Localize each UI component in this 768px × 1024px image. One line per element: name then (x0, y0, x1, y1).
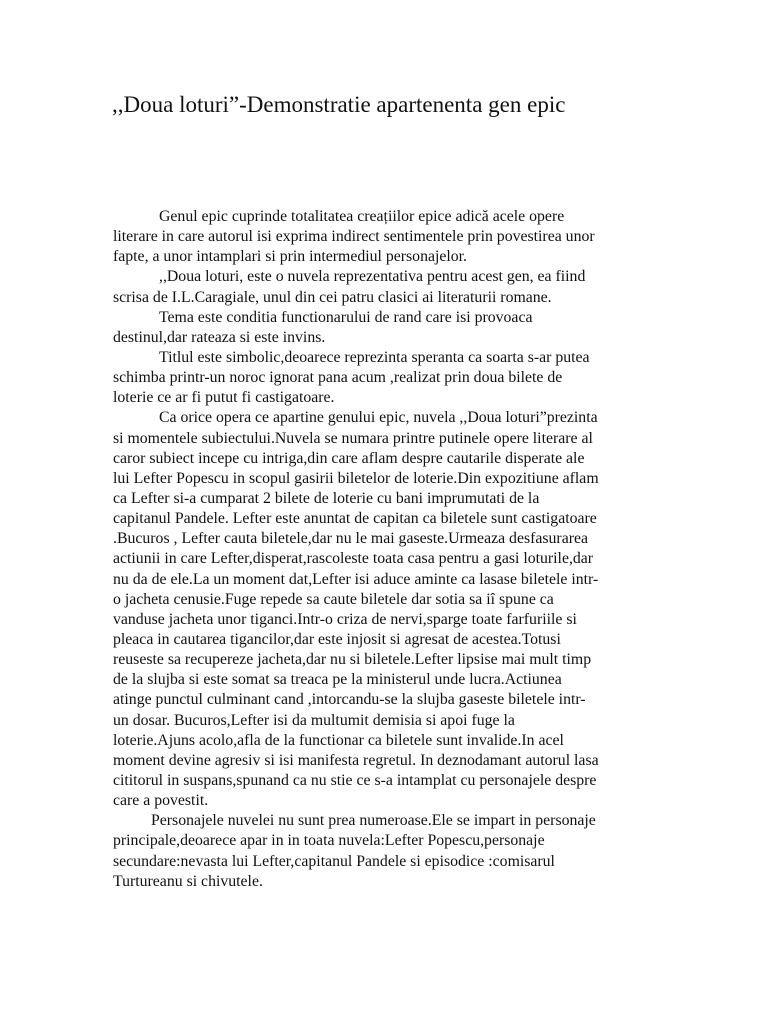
paragraph-line: moment devine agresiv si isi manifesta regretul. In deznodamant autorul lasa (113, 751, 599, 769)
paragraph-line: secundare:nevasta lui Lefter,capitanul Pandele si episodice :comisarul (113, 852, 555, 870)
paragraph-line: destinul,dar rateaza si este invins. (113, 328, 326, 346)
paragraph-line: Turtureanu si chivutele. (113, 872, 263, 890)
paragraph-line: .Bucuros , Lefter cauta biletele,dar nu le mai gaseste.Urmeaza desfasurarea (113, 530, 588, 548)
paragraph-line: scrisa de I.L.Caragiale, unul din cei patru clasici ai literaturii romane. (113, 288, 552, 306)
document-title: ,,Doua loturi”-Demonstratie apartenenta gen epic (112, 92, 566, 117)
paragraph-line: reuseste sa recupereze jacheta,dar nu si biletele.Lefter lipsise mai mult timp (113, 651, 592, 669)
paragraph-line: pleaca in cautarea tigancilor,dar este injosit si agresat de acestea.Totusi (113, 630, 561, 648)
paragraph-line: ca Lefter si-a cumparat 2 bilete de loterie cu bani imprumutati de la (113, 489, 540, 507)
paragraph-line: capitanul Pandele. Lefter este anuntat de capitan ca biletele sunt castigatoare (113, 510, 597, 528)
paragraph-line: si momentele subiectului.Nuvela se numara printre putinele opere literare al (113, 429, 593, 447)
paragraph-line: o jacheta cenusie.Fuge repede sa caute biletele dar sotia sa iî spune ca (113, 590, 554, 608)
paragraph-line: Titlul este simbolic,deoarece reprezinta speranta ca soarta s-ar putea (159, 348, 590, 366)
paragraph-line: lui Lefter Popescu in scopul gasirii biletelor de loterie.Din expozitiune aflam (113, 469, 599, 487)
paragraph-line: Tema este conditia functionarului de rand care isi provoaca (159, 308, 533, 326)
paragraph-line: Personajele nuvelei nu sunt prea numeroase.Ele se impart in personaje (151, 812, 596, 830)
paragraph-line: loterie.Ajuns acolo,afla de la functionar ca biletele sunt invalide.In acel (113, 731, 564, 749)
paragraph-line: ,,Doua loturi, este o nuvela reprezentativa pentru acest gen, ea fiind (159, 268, 586, 286)
paragraph-line: atinge punctul culminant cand ,intorcandu-se la slujba gaseste biletele intr- (113, 691, 586, 709)
paragraph-line: cititorul in suspans,spunand ca nu stie ce s-a intamplat cu personajele despre (113, 771, 597, 789)
paragraph-line: care a povestit. (113, 792, 209, 810)
paragraph-line: caror subiect incepe cu intriga,din care aflam despre cautarile disperate ale (113, 449, 585, 467)
paragraph-line: nu da de ele.La un moment dat,Lefter isi aduce aminte ca lasase biletele intr- (113, 570, 599, 588)
paragraph-line: de la slujba si este somat sa treaca pe la ministerul unde lucra.Actiunea (113, 671, 562, 689)
paragraph-line: loterie ce ar fi putut fi castigatoare. (113, 389, 335, 407)
paragraph-line: schimba printr-un noroc ignorat pana acum ,realizat prin doua bilete de (113, 369, 563, 387)
paragraph-line: vanduse jacheta unor tiganci.Intr-o criza de nervi,sparge toate farfuriile si (113, 610, 577, 628)
paragraph-line: Ca orice opera ce apartine genului epic, nuvela ,,Doua loturi”prezinta (159, 409, 598, 427)
paragraph-line: literare in care autorul isi exprima indirect sentimentele prin povestirea unor (113, 228, 595, 246)
paragraph-line: un dosar. Bucuros,Lefter isi da multumit demisia si apoi fuge la (113, 711, 515, 729)
paragraph-line: principale,deoarece apar in in toata nuvela:Lefter Popescu,personaje (113, 832, 545, 850)
paragraph-line: actiunii in care Lefter,disperat,rascoleste toata casa pentru a gasi loturile,dar (113, 550, 594, 568)
document-body (113, 207, 653, 892)
paragraph-line: fapte, a unor intamplari si prin intermediul personajelor. (113, 248, 468, 266)
paragraph-line: Genul epic cuprinde totalitatea creațiilor epice adică acele opere (159, 208, 565, 225)
